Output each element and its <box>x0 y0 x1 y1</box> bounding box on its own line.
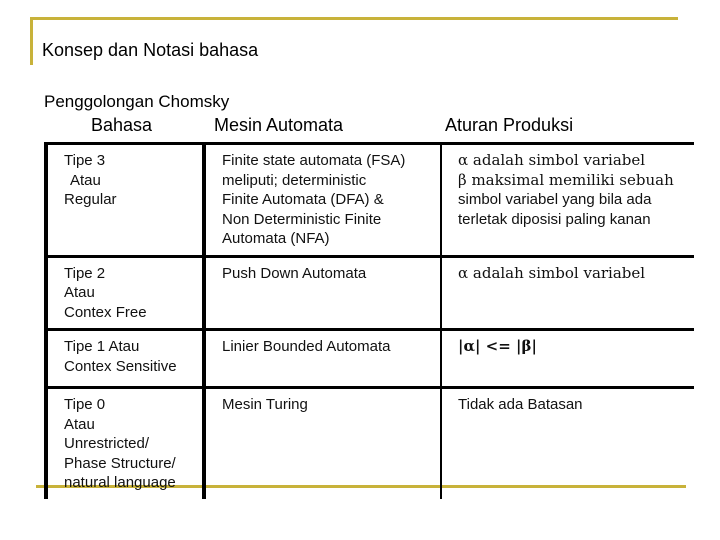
cell-line: Tipe 1 Atau <box>64 338 140 355</box>
table-row <box>46 388 694 500</box>
cell-line: α adalah simbol variabel <box>458 263 646 282</box>
cell-bahasa <box>46 388 204 500</box>
table-row <box>46 330 694 388</box>
slide-subtitle: Penggolongan Chomsky <box>44 92 230 111</box>
cell-line: meliputi; deterministic <box>222 171 367 189</box>
table-row <box>46 144 694 257</box>
cell-mesin <box>204 330 441 388</box>
cell-line: Tipe 3 <box>64 152 106 169</box>
cell-line: terletak diposisi paling kanan <box>458 210 651 228</box>
cell-line: Linier Bounded Automata <box>222 338 391 355</box>
cell-bahasa <box>46 330 204 388</box>
cell-line: Phase Structure/ <box>64 454 176 472</box>
table-row <box>46 256 694 330</box>
cell-line: Push Down Automata <box>222 264 367 282</box>
cell-line: Atau <box>64 284 95 301</box>
cell-mesin <box>204 144 441 257</box>
cell-line: Unrestricted/ <box>64 435 150 452</box>
cell-line: natural language <box>64 474 176 491</box>
cell-line: Contex Free <box>64 303 147 321</box>
cell-line: Finite Automata (DFA) & <box>222 191 384 208</box>
cell-bahasa <box>46 256 204 330</box>
cell-line: Tipe 2 <box>64 264 106 282</box>
cell-aturan <box>441 388 694 500</box>
cell-mesin <box>204 388 441 500</box>
cell-line: Mesin Turing <box>222 396 308 413</box>
cell-aturan <box>441 256 694 330</box>
cell-line: Tipe 0 <box>64 396 106 413</box>
chomsky-table <box>44 142 694 499</box>
cell-line: Finite state automata (FSA) <box>222 152 406 169</box>
cell-line: β maksimal memiliki sebuah <box>458 170 674 189</box>
cell-line: simbol variabel yang bila ada <box>458 191 652 208</box>
cell-line: Automata (NFA) <box>222 230 330 247</box>
cell-line: Tidak ada Batasan <box>458 396 583 413</box>
slide-title: Konsep dan Notasi bahasa <box>42 40 259 60</box>
cell-aturan <box>441 144 694 257</box>
cell-line: |α| <= |β| <box>458 337 537 355</box>
cell-bahasa <box>46 144 204 257</box>
slide-frame-left <box>30 17 33 65</box>
cell-line: Atau <box>64 415 95 433</box>
header-aturan-produksi: Aturan Produksi <box>445 115 574 135</box>
header-bahasa: Bahasa <box>91 115 153 135</box>
cell-mesin <box>204 256 441 330</box>
cell-line: Non Deterministic Finite <box>222 210 382 228</box>
header-mesin-automata: Mesin Automata <box>214 115 344 135</box>
cell-line: Contex Sensitive <box>64 357 177 375</box>
slide-frame-top <box>30 17 678 20</box>
cell-line: α adalah simbol variabel <box>458 151 646 169</box>
cell-line: Regular <box>64 191 117 208</box>
cell-line: Atau <box>70 171 101 189</box>
cell-aturan <box>441 330 694 388</box>
